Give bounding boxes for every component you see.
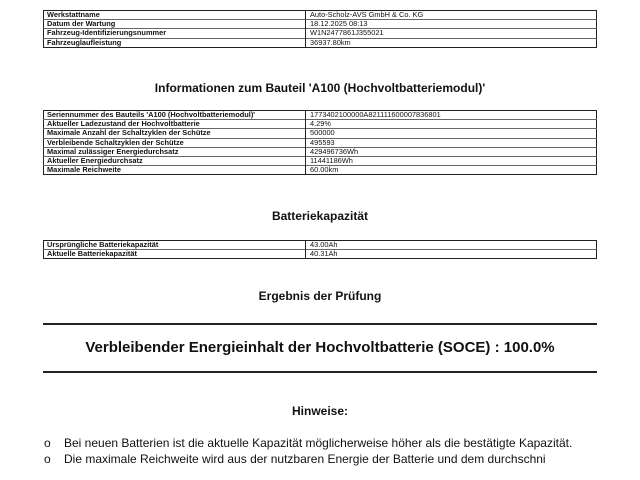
table-row	[44, 20, 597, 29]
field-value: W1N2477861J355021	[306, 29, 597, 38]
table-row	[44, 111, 597, 120]
field-label: Aktueller Ladezustand der Hochvoltbatterie	[44, 120, 306, 129]
divider	[43, 371, 597, 373]
field-label: Aktuelle Batteriekapazität	[44, 250, 306, 259]
table-row	[44, 166, 597, 175]
table-row	[44, 11, 597, 20]
field-label: Aktueller Energiedurchsatz	[44, 157, 306, 166]
vehicle-info-table	[43, 10, 597, 48]
table-row	[44, 157, 597, 166]
field-label: Verbleibende Schaltzyklen der Schütze	[44, 138, 306, 147]
table-row	[44, 138, 597, 147]
field-value: 36937.80km	[306, 38, 597, 47]
field-value: 495593	[306, 138, 597, 147]
field-value: 60.00km	[306, 166, 597, 175]
table-row	[44, 120, 597, 129]
field-label: Fahrzeuglaufleistung	[44, 38, 306, 47]
field-value: 4.29%	[306, 120, 597, 129]
field-label: Ursprüngliche Batteriekapazität	[44, 241, 306, 250]
field-label: Werkstattname	[44, 11, 306, 20]
bullet-marker: o	[44, 452, 51, 466]
divider	[43, 323, 597, 325]
notes-list	[44, 437, 604, 469]
capacity-table	[43, 240, 597, 259]
field-label: Maximale Reichweite	[44, 166, 306, 175]
component-section-heading: Informationen zum Bauteil 'A100 (Hochvoltbatteriemodul)'	[154, 81, 486, 95]
field-label: Maximal zulässiger Energiedurchsatz	[44, 147, 306, 156]
note-text: Die maximale Reichweite wird aus der nutzbaren Energie der Batterie und dem durchschni	[64, 452, 546, 466]
table-row	[44, 241, 597, 250]
field-value: 40.31Ah	[306, 250, 597, 259]
field-label: Maximale Anzahl der Schaltzyklen der Schütze	[44, 129, 306, 138]
table-row	[44, 129, 597, 138]
field-value: Auto-Scholz-AVS GmbH & Co. KG	[310, 10, 424, 19]
field-value: 1773402100000A821111600007836801	[310, 110, 441, 119]
bullet-marker: o	[44, 436, 51, 450]
field-value: 18.12.2025 08:13	[306, 20, 597, 29]
list-item	[44, 437, 604, 450]
result-section-heading: Ergebnis der Prüfung	[258, 289, 382, 303]
table-row	[44, 147, 597, 156]
component-info-table	[43, 110, 597, 175]
table-row	[44, 38, 597, 47]
field-value: 43.00Ah	[310, 240, 338, 249]
table-row	[44, 29, 597, 38]
field-value: 429496736Wh	[306, 147, 597, 156]
table-row	[44, 250, 597, 259]
soce-result: Verbleibender Energieinhalt der Hochvoltbatterie (SOCE) : 100.0%	[85, 339, 555, 356]
field-value: 11441186Wh	[306, 157, 597, 166]
notes-heading: Hinweise:	[291, 404, 348, 418]
note-text: Bei neuen Batterien ist die aktuelle Kapazität möglicherweise höher als die bestätigte Kapazität.	[64, 436, 573, 450]
field-value: 500000	[306, 129, 597, 138]
capacity-section-heading: Batteriekapazität	[271, 209, 369, 223]
field-label: Seriennummer des Bauteils 'A100 (Hochvoltbatteriemodul)'	[44, 111, 306, 120]
list-item	[44, 453, 604, 466]
field-label: Fahrzeug-Identifizierungsnummer	[44, 29, 306, 38]
field-label: Datum der Wartung	[44, 20, 306, 29]
